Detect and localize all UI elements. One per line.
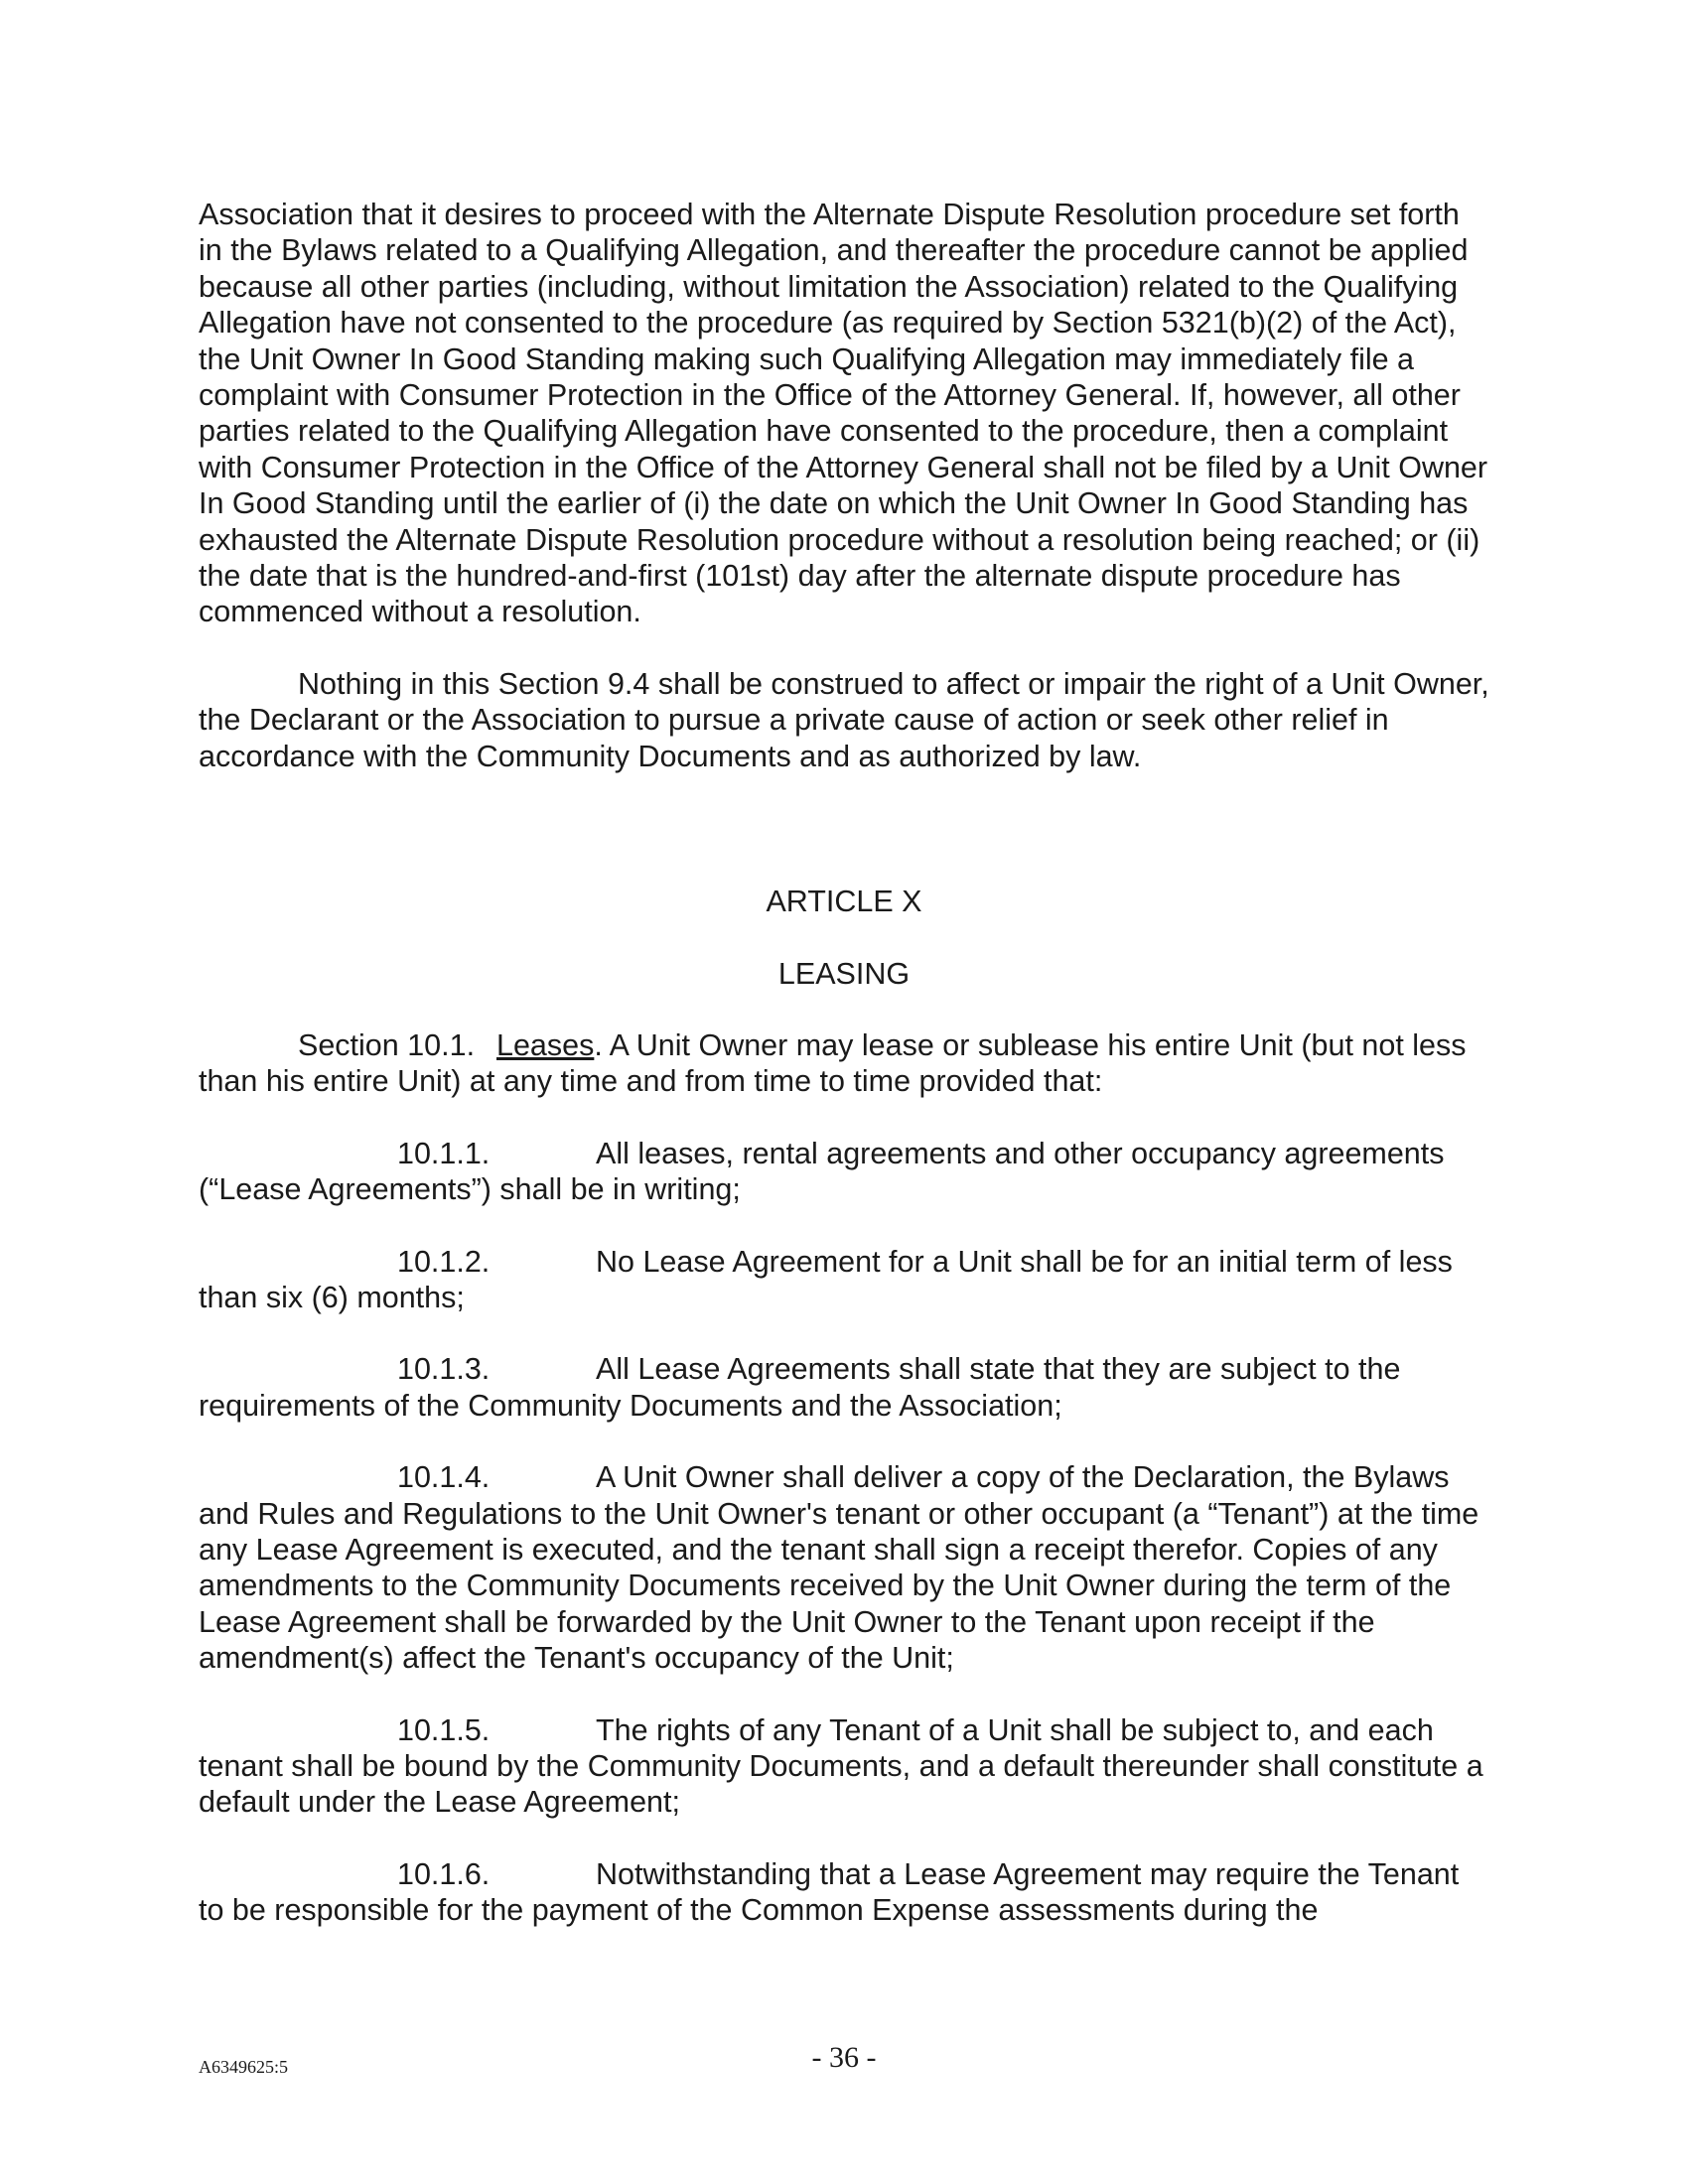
subsection-text: All Lease Agreements shall state that they are subject to the requirements of the Community Documents and the Association; [199,1352,1401,1423]
subsection-text: No Lease Agreement for a Unit shall be for an initial term of less than six (6) months; [199,1244,1453,1314]
subsection-number: 10.1.6. [397,1856,491,1891]
subsection-10-1-6 [199,1856,1489,1929]
subsection-10-1-3 [199,1351,1489,1424]
subsection-text: A Unit Owner shall deliver a copy of the Declaration, the Bylaws and Rules and Regulations to the Unit Owner's tenant or other occupant (a “Tenant”) at the time any Lease Agreement is executed, and the tenant shall sign a receipt therefor. Copies of any amendments to the Community Documents received by the Unit Owner during the term of the Lease Agreement shall be forwarded by the Unit Owner to the Tenant upon receipt if the amendment(s) affect the Tenant's occupancy of the Unit; [199,1460,1479,1676]
document-id: A6349625:5 [199,2057,288,2077]
subsection-number: 10.1.1. [397,1136,491,1170]
subsection-text: The rights of any Tenant of a Unit shall be subject to, and each tenant shall be bound by the Community Documents, and a default thereunder shall constitute a default under the Lease Agreement; [199,1712,1483,1820]
subsection-10-1-1 [199,1136,1489,1208]
page-number: - 36 - [811,2041,877,2074]
section-title: Leases [496,1027,595,1062]
subsection-10-1-4 [199,1459,1489,1676]
section-10-1 [199,1027,1489,1100]
paragraph-continuation: Association that it desires to proceed with the Alternate Dispute Resolution procedure set forth in the Bylaws related to a Qualifying Allegation, and thereafter the procedure cannot be applied because all other parties (including, without limitation the Association) related to the Qualifying Allegation have not consented to the procedure (as required by Section 5321(b)(2) of the Act), the Unit Owner In Good Standing making such Qualifying Allegation may immediately file a complaint with Consumer Protection in the Office of the Attorney General. If, however, all other parties related to the Qualifying Allegation have consented to the procedure, then a complaint with Consumer Protection in the Office of the Attorney General shall not be filed by a Unit Owner In Good Standing until the earlier of (i) the date on which the Unit Owner In Good Standing has exhausted the Alternate Dispute Resolution procedure without a resolution being reached; or (ii) the date that is the hundred-and-first (101st) day after the alternate dispute procedure has commenced without a resolution. [199,198,1488,629]
subsection-number: 10.1.4. [397,1460,491,1495]
subsection-number: 10.1.2. [397,1244,491,1279]
subsection-10-1-5 [199,1712,1489,1821]
section-number: Section 10.1. [298,1027,476,1062]
section-text: . A Unit Owner may lease or sublease his entire Unit (but not less than his entire Unit) at any time and from time to time provided that: [199,1027,1467,1099]
article-heading: ARTICLE X [766,885,922,919]
subsection-text: Notwithstanding that a Lease Agreement may require the Tenant to be responsible for the payment of the Common Expense assessments during the [199,1856,1460,1928]
subsection-number: 10.1.5. [397,1712,491,1747]
paragraph-section-9-4-note: Nothing in this Section 9.4 shall be construed to affect or impair the right of a Unit Owner, the Declarant or the Association to pursue a private cause of action or seek other relief in accordance with the Community Documents and as authorized by law. [199,666,1489,773]
subsection-text: All leases, rental agreements and other occupancy agreements (“Lease Agreements”) shall be in writing; [199,1136,1445,1207]
subsection-10-1-2 [199,1244,1489,1316]
article-title: LEASING [777,956,911,991]
document-page [199,197,1489,1929]
subsection-number: 10.1.3. [397,1352,491,1387]
